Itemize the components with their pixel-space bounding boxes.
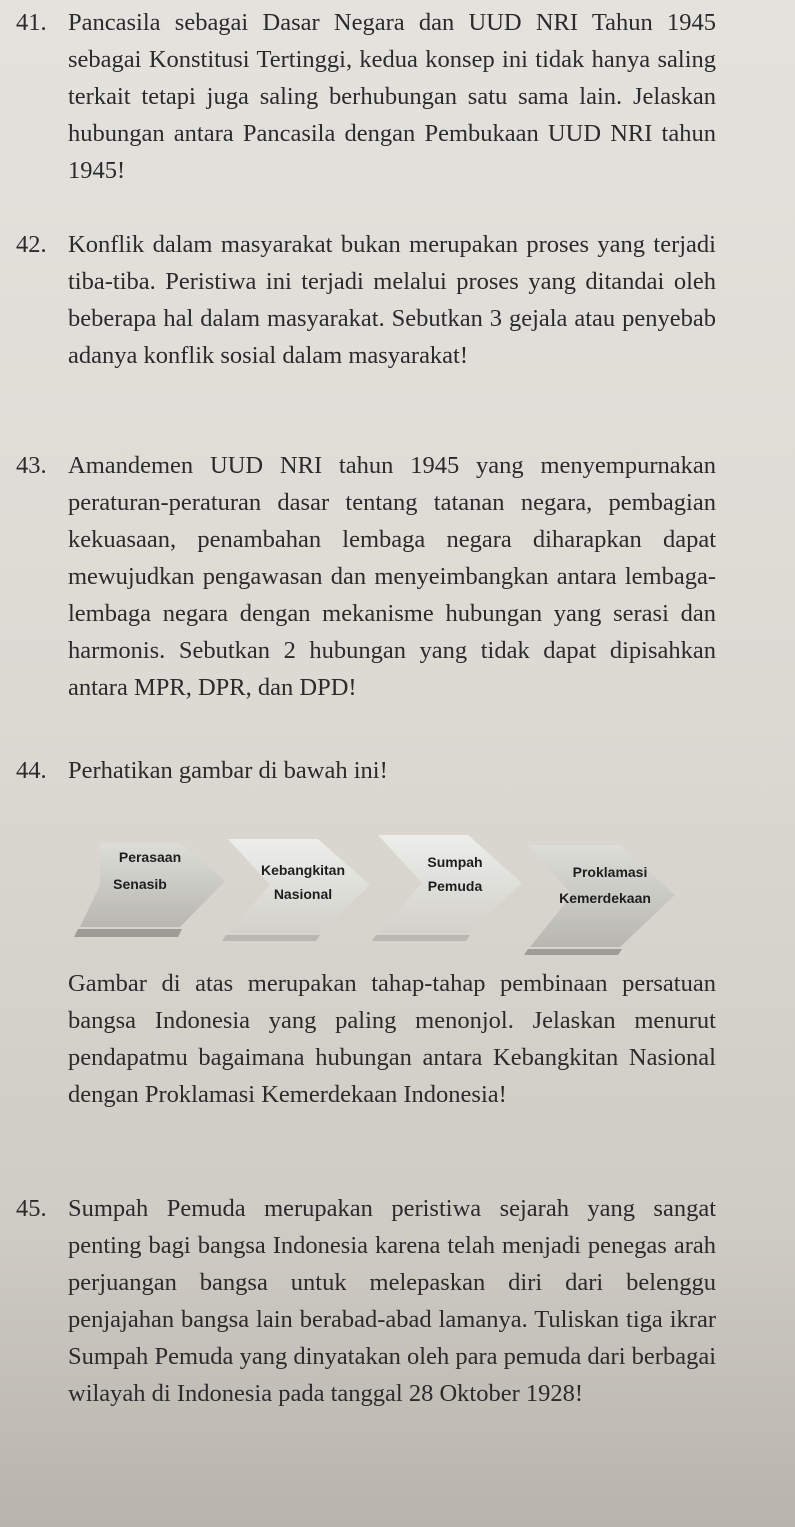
question-text: Pancasila sebagai Dasar Negara dan UUD NRI Tahun 1945 sebagai Konstitusi Tertinggi, kedua konsep ini tidak hanya saling terkait tetapi juga saling berhubungan satu sama lain. Jelaskan hubungan antara Pancasila dengan Pembukaan UUD NRI tahun 1945! — [68, 9, 716, 184]
question-43 — [16, 447, 716, 706]
stage-2-label-line2: Nasional — [273, 886, 333, 902]
question-number: 43. — [16, 452, 47, 479]
question-41 — [16, 4, 716, 189]
stages-figure — [60, 825, 700, 955]
question-number: 41. — [16, 9, 47, 36]
question-number: 44. — [16, 757, 47, 784]
question-text: Amandemen UUD NRI tahun 1945 yang menyempurnakan peraturan-peraturan dasar tentang tatanan negara, pembagian kekuasaan, penambahan lembaga negara diharapkan dapat mewujudkan pengawasan dan menyeimbangkan antara lembaga-lembaga negara dengan mekanisme hubungan yang serasi dan harmonis. Sebutkan 2 hubungan yang tidak dapat dipisahkan antara MPR, DPR, dan DPD! — [68, 452, 716, 701]
question-intro: Perhatikan gambar di bawah ini! — [68, 757, 388, 784]
stage-1-label-line1: Perasaan — [118, 849, 182, 865]
stage-4-label-line1: Proklamasi — [572, 864, 648, 880]
stage-3-label-line2: Pemuda — [427, 878, 483, 894]
question-42 — [16, 226, 716, 374]
question-text: Sumpah Pemuda merupakan peristiwa sejarah yang sangat penting bagi bangsa Indonesia karena telah menjadi penegas arah perjuangan bangsa untuk melepaskan diri dari belenggu penjajahan bangsa lain berabad-abad lamanya. Tuliskan tiga ikrar Sumpah Pemuda yang dinyatakan oleh para pemuda dari berbagai wilayah di Indonesia pada tanggal 28 Oktober 1928! — [68, 1195, 716, 1407]
question-44 — [16, 752, 716, 789]
stage-1-label-line2: Senasib — [113, 876, 167, 892]
stages-arrow-diagram — [60, 825, 700, 955]
question-44-text: Gambar di atas merupakan tahap-tahap pembinaan persatuan bangsa Indonesia yang paling menonjol. Jelaskan menurut pendapatmu bagaimana hubungan antara Kebangkitan Nasional dengan Proklamasi Kemerdekaan Indonesia! — [68, 970, 716, 1108]
question-text: Konflik dalam masyarakat bukan merupakan proses yang terjadi tiba-tiba. Peristiwa ini terjadi melalui proses yang ditandai oleh beberapa hal dalam masyarakat. Sebutkan 3 gejala atau penyebab adanya konflik sosial dalam masyarakat! — [68, 231, 716, 369]
question-45 — [16, 1190, 716, 1412]
stage-4-label-line2: Kemerdekaan — [559, 890, 651, 906]
question-number: 45. — [16, 1195, 47, 1222]
question-number: 42. — [16, 231, 47, 258]
stage-3-label-line1: Sumpah — [427, 854, 483, 870]
stage-2-label-line1: Kebangkitan — [260, 862, 346, 878]
